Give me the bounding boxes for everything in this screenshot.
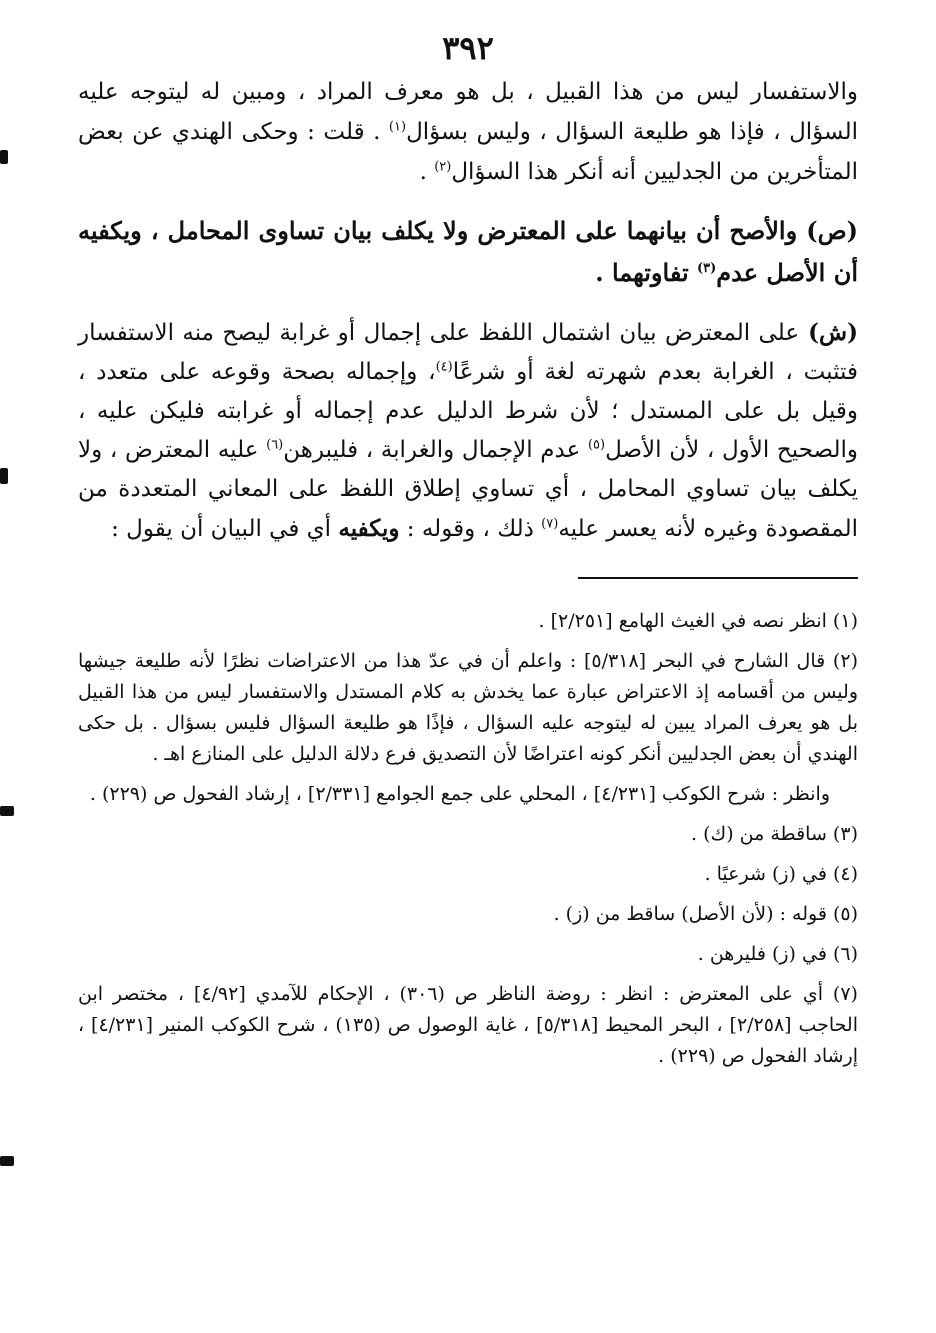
sharh-part-2: ، وإجماله بصحة وقوعه على متعدد ، وقيل بل على المستدل ؛ لأن شرط الدليل عدم إجماله أو غرابته فليكن عليه ، والصحيح الأول ، لأن الأصل: [78, 359, 858, 463]
scan-edge-mark: [0, 150, 8, 164]
footnote-ref-2: (٢): [434, 159, 452, 175]
matn-part-1: (ص) والأصح أن بيانهما على المعترض ولا يكلف بيان تساوى المحامل ، ويكفيه أن الأصل عدم: [78, 216, 858, 287]
footnote-6: (٦) في (ز) فليرهن .: [697, 943, 858, 965]
sharh-part-6: أي في البيان أن يقول :: [111, 516, 339, 542]
sharh-bold-word: ويكفيه: [338, 515, 400, 542]
matn-paragraph: [78, 210, 858, 294]
footnotes: [78, 606, 858, 1081]
sharh-paragraph: [78, 313, 858, 549]
scan-edge-mark: [0, 468, 8, 484]
footnote-ref-4: (٤): [435, 359, 453, 375]
footnote-1: (١) انظر نصه في الغيث الهامع [٢/٢٥١] .: [538, 610, 858, 632]
footnote-5: (٥) قوله : (لأن الأصل) ساقط من (ز) .: [553, 903, 858, 925]
footnote-ref-5: (٥): [587, 437, 606, 453]
scan-edge-mark: [0, 806, 14, 816]
footnote-2: (٢) قال الشارح في البحر [٥/٣١٨] : واعلم أن في عدّ هذا من الاعتراضات نظرًا لأنه طليعة جيشها وليس من أقسامه إذ الاعتراض عبارة عما يخدش به كلام المستدل والاستفسار ليس من هذا القبيل بل هو يعرف المراد يبين له ليتوجه عليه السؤال ، فإذًا هو طليعة السؤال فليس بسؤال . بل حكى الهندي أن بعض الجدليين أنكر كونه اعتراضًا لأن التصديق فرع دلالة الدليل على المنازع اهـ .: [78, 650, 858, 765]
footnote-ref-1: (١): [388, 119, 407, 135]
opening-part-1: والاستفسار ليس من هذا القبيل ، بل هو معرف المراد ، ومبين له ليتوجه عليه السؤال ، فإذا هو طليعة السؤال ، وليس بسؤال: [78, 79, 858, 145]
footnote-7: (٧) أي على المعترض : انظر : روضة الناظر ص (٣٠٦) ، الإحكام للآمدي [٤/٩٢] ، مختصر ابن الحاجب [٢/٢٥٨] ، البحر المحيط [٥/٣١٨] ، غاية الوصول ص (١٣٥) ، شرح الكوكب المنير [٤/٢٣١] ، إرشاد الفحول ص (٢٢٩) .: [78, 983, 858, 1067]
sharh-part-4: عليه المعترض ، ولا يكلف بيان تساوي المحامل ، أي تساوي إطلاق اللفظ على المعاني المتعددة من المقصودة وغيره لأنه يعسر عليه: [78, 437, 858, 542]
sharh-part-3: عدم الإجمال والغرابة ، فليبرهن: [283, 437, 588, 463]
footnote-ref-3: (٣): [697, 261, 717, 276]
opening-part-3: .: [419, 159, 435, 185]
sharh-part-5: ذلك ، وقوله :: [399, 516, 542, 542]
footnote-3: (٣) ساقطة من (ك) .: [691, 823, 858, 845]
sharh-part-1: على المعترض بيان اشتمال اللفظ على إجمال أو غرابة ليصح منه الاستفسار فتثبت ، الغرابة بعدم شهرته لغة أو شرعًا: [78, 320, 858, 385]
opening-paragraph: [78, 72, 858, 192]
sharh-label: (ش): [799, 319, 858, 346]
matn-part-2: تفاوتهما .: [595, 258, 697, 287]
footnote-ref-7: (٧): [541, 516, 559, 532]
footnote-divider: [578, 577, 858, 579]
scan-edge-mark: [0, 1156, 14, 1166]
footnote-ref-6: (٦): [266, 437, 284, 453]
page-number: ٣٩٢: [442, 29, 494, 67]
footnote-2-continuation: وانظر : شرح الكوكب [٤/٢٣١] ، المحلي على جمع الجوامع [٢/٣٣١] ، إرشاد الفحول ص (٢٢٩) .: [89, 783, 830, 805]
opening-part-2: . قلت : وحكى الهندي عن بعض المتأخرين من الجدليين أنه أنكر هذا السؤال: [78, 119, 858, 185]
footnote-4: (٤) في (ز) شرعيًا .: [704, 863, 858, 885]
